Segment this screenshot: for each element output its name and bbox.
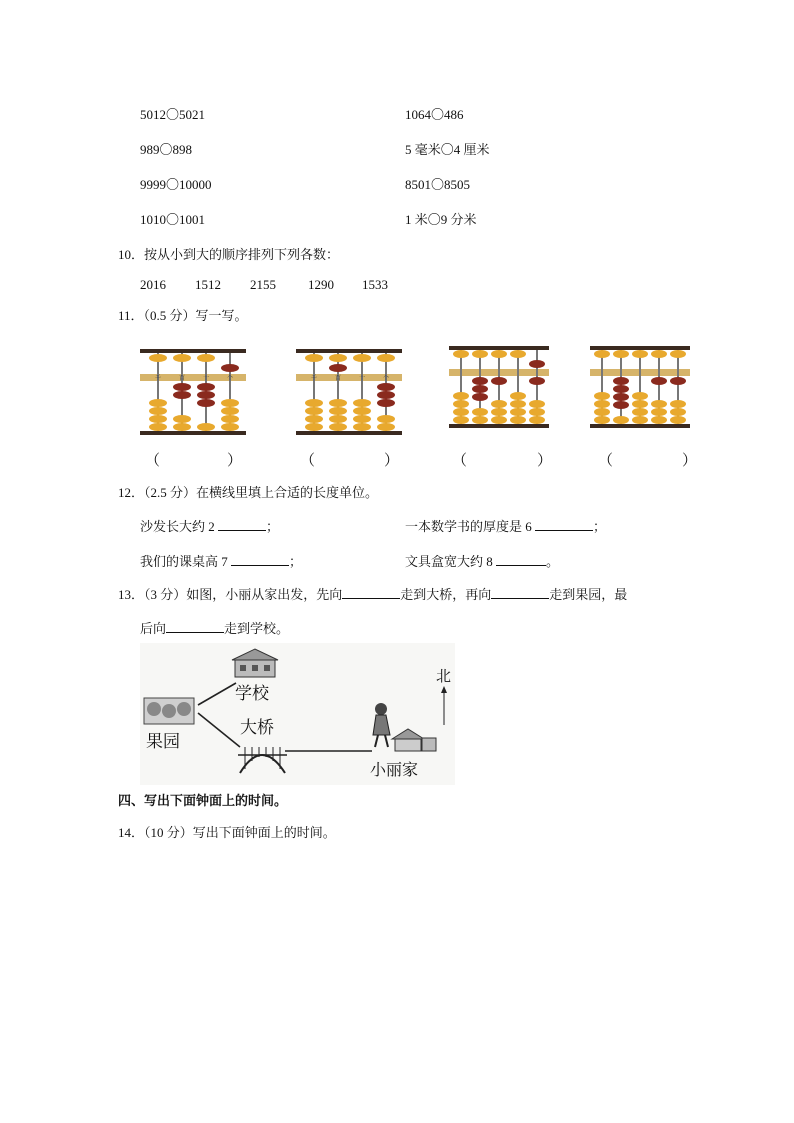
svg-text:十: 十 [358, 375, 366, 382]
number-3: 2155 [250, 277, 276, 292]
q12-item-1: 沙发长大约 2 ； [140, 519, 280, 534]
svg-text:千: 千 [310, 375, 318, 382]
compare-right-1: 1064〇486 [405, 107, 464, 122]
question-13-line-2: 后向 走到学校。 [140, 621, 290, 636]
abacus-label-thousands: 千 [154, 375, 162, 382]
question-14: 14．（10 分）写出下面钟面上的时间。 [118, 825, 336, 840]
abacus-label-hundreds: 百 [178, 375, 186, 382]
abacus-1 [140, 340, 246, 440]
number-5: 1533 [362, 277, 388, 292]
abacus-2 [296, 340, 402, 440]
school-label: 学校 [235, 684, 269, 704]
answer-blank[interactable] [218, 518, 266, 531]
answer-blank[interactable] [166, 620, 224, 633]
question-10: 10．按从小到大的顺序排列下列各数： [118, 247, 340, 262]
bridge-label: 大桥 [240, 718, 274, 738]
svg-text:百: 百 [334, 375, 342, 382]
answer-blank[interactable] [491, 586, 549, 599]
compare-right-2: 5 毫米〇4 厘米 [405, 142, 490, 157]
compare-left-3: 9999〇10000 [140, 177, 212, 192]
abacus-4 [590, 340, 690, 432]
number-2: 1512 [195, 277, 221, 292]
answer-blank[interactable] [342, 586, 400, 599]
answer-blank[interactable] [231, 553, 289, 566]
answer-paren-close-2: ） [384, 453, 400, 469]
north-label: 北 [436, 667, 452, 685]
compare-right-3: 8501〇8505 [405, 177, 471, 192]
answer-paren-close-3: ） [537, 453, 553, 469]
orchard-icon [144, 698, 194, 724]
abacus-label-ones: 个 [226, 375, 234, 382]
route-map [140, 643, 455, 785]
answer-paren-close-4: ） [682, 453, 698, 469]
answer-paren-close-1: ） [227, 453, 243, 469]
question-12: 12．（2.5 分）在横线里填上合适的长度单位。 [118, 485, 379, 500]
number-4: 1290 [308, 277, 334, 292]
svg-text:个: 个 [382, 375, 390, 382]
answer-blank[interactable] [496, 553, 546, 566]
home-label: 小丽家 [370, 760, 419, 779]
number-1: 2016 [140, 277, 166, 292]
compare-right-4: 1 米〇9 分米 [405, 212, 477, 227]
orchard-label: 果园 [146, 732, 180, 752]
compare-left-4: 1010〇1001 [140, 212, 206, 227]
abacus-3 [449, 340, 549, 432]
compare-left-1: 5012〇5021 [140, 107, 206, 122]
question-11: 11．（0.5 分）写一写。 [118, 308, 248, 323]
q12-item-2: 一本数学书的厚度是 6 ； [405, 519, 607, 534]
answer-paren-open-2: （ [300, 453, 316, 469]
answer-blank[interactable] [535, 518, 593, 531]
answer-paren-open-4: （ [598, 453, 614, 469]
section-4-heading: 四、写出下面钟面上的时间。 [118, 793, 288, 808]
answer-paren-open-1: （ [145, 453, 161, 469]
compare-left-2: 989〇898 [140, 142, 193, 157]
q12-item-3: 我们的课桌高 7 ； [140, 554, 303, 569]
question-13-line-1: 13．（3 分）如图，小丽从家出发，先向 走到大桥，再向 走到果园，最 [118, 587, 628, 602]
q12-item-4: 文具盒宽大约 8 。 [405, 554, 560, 569]
answer-paren-open-3: （ [452, 453, 468, 469]
abacus-label-tens: 十 [202, 375, 210, 382]
